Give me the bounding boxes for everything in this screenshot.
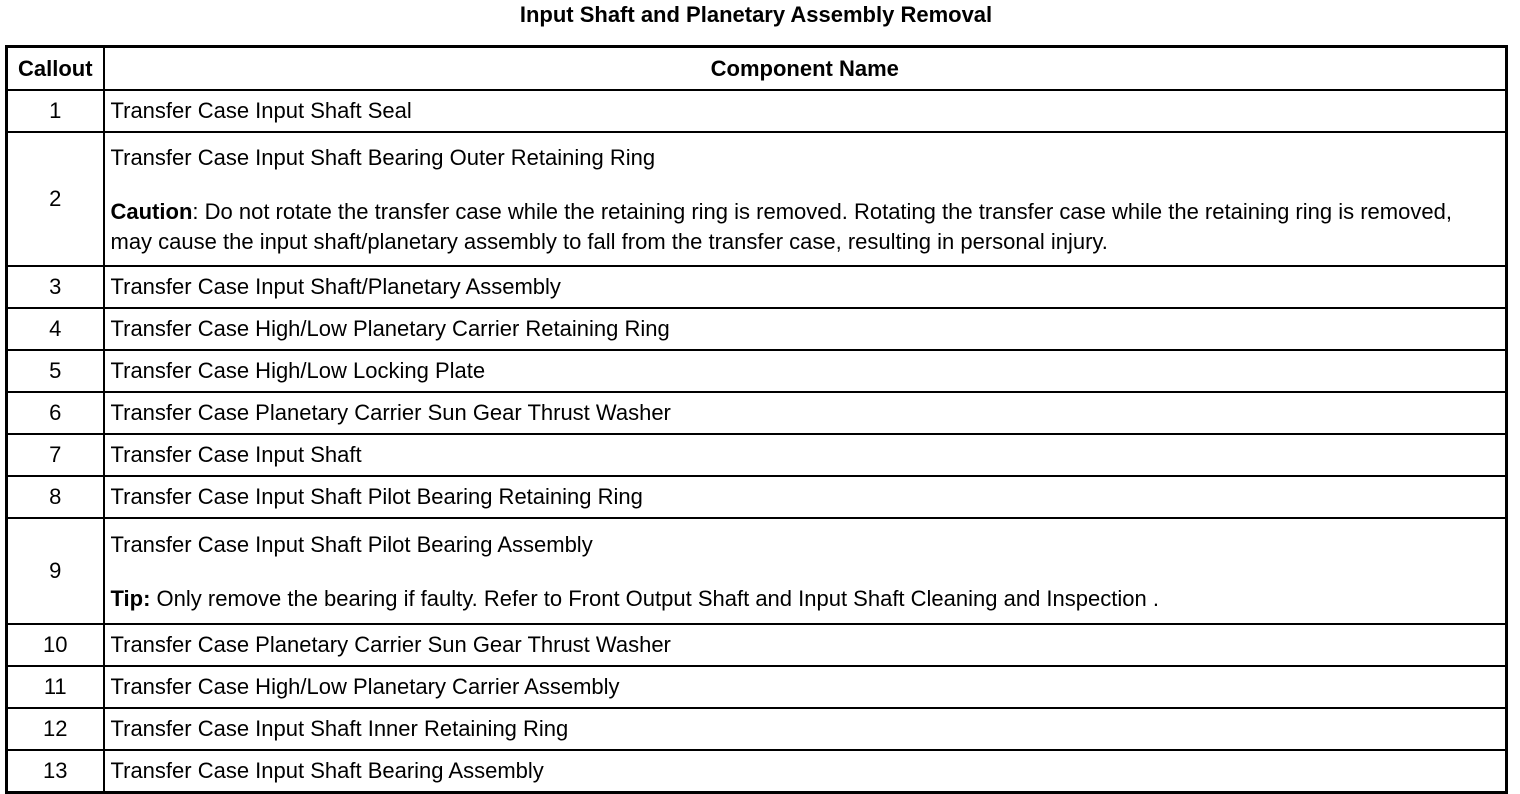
table-row [7, 624, 1507, 666]
callout-number: 1 [7, 90, 104, 132]
table-row [7, 132, 1507, 266]
table-header-row [7, 47, 1507, 91]
table-row [7, 266, 1507, 308]
component-name: Transfer Case Input Shaft Pilot Bearing Assembly [110, 532, 593, 557]
caution-text: Do not rotate the transfer case while the retaining ring is removed. Rotating the transfer case while the retaining ring is removed, may cause the input shaft/planetary assembly to fall from the transfer case, resulting in personal injury. [110, 199, 1452, 254]
callout-number: 5 [7, 350, 104, 392]
table-row [7, 90, 1507, 132]
component-name: Transfer Case Input Shaft Bearing Outer Retaining Ring [110, 145, 656, 170]
tip-label: Tip: [110, 586, 151, 611]
table-row [7, 392, 1507, 434]
table-row [7, 518, 1507, 624]
component-name: Transfer Case Input Shaft/Planetary Assembly [104, 266, 1507, 308]
table-row [7, 308, 1507, 350]
caution-separator: : [192, 199, 205, 224]
callout-number: 12 [7, 708, 104, 750]
callout-number: 3 [7, 266, 104, 308]
callout-number: 13 [7, 750, 104, 793]
component-name: Transfer Case Input Shaft Bearing Assembly [104, 750, 1507, 793]
component-name: Transfer Case Input Shaft [104, 434, 1507, 476]
component-name: Transfer Case High/Low Locking Plate [104, 350, 1507, 392]
callout-number: 4 [7, 308, 104, 350]
component-name: Transfer Case High/Low Planetary Carrier Assembly [104, 666, 1507, 708]
component-name-cell [104, 518, 1507, 624]
component-name: Transfer Case Input Shaft Pilot Bearing Retaining Ring [104, 476, 1507, 518]
component-name-column-header: Component Name [104, 47, 1507, 91]
page-title: Input Shaft and Planetary Assembly Removal [519, 2, 993, 27]
component-name: Transfer Case High/Low Planetary Carrier Retaining Ring [104, 308, 1507, 350]
component-name: Transfer Case Planetary Carrier Sun Gear Thrust Washer [104, 624, 1507, 666]
component-name: Transfer Case Planetary Carrier Sun Gear Thrust Washer [104, 392, 1507, 434]
table-row [7, 750, 1507, 793]
table-row [7, 476, 1507, 518]
tip-text: Only remove the bearing if faulty. Refer to Front Output Shaft and Input Shaft Cleaning and Inspection . [156, 586, 1159, 611]
table-row [7, 350, 1507, 392]
caution-label: Caution [110, 199, 193, 224]
callout-number: 8 [7, 476, 104, 518]
tip-note [111, 584, 1500, 614]
callout-number: 9 [7, 518, 104, 624]
component-name: Transfer Case Input Shaft Seal [104, 90, 1507, 132]
component-name: Transfer Case Input Shaft Inner Retaining Ring [104, 708, 1507, 750]
callout-number: 7 [7, 434, 104, 476]
callout-number: 10 [7, 624, 104, 666]
component-table [5, 45, 1508, 794]
caution-note [111, 197, 1500, 257]
callout-column-header: Callout [7, 47, 104, 91]
callout-number: 11 [7, 666, 104, 708]
table-row [7, 434, 1507, 476]
table-row [7, 708, 1507, 750]
callout-number: 2 [7, 132, 104, 266]
component-name-cell [104, 132, 1507, 266]
table-row [7, 666, 1507, 708]
callout-number: 6 [7, 392, 104, 434]
